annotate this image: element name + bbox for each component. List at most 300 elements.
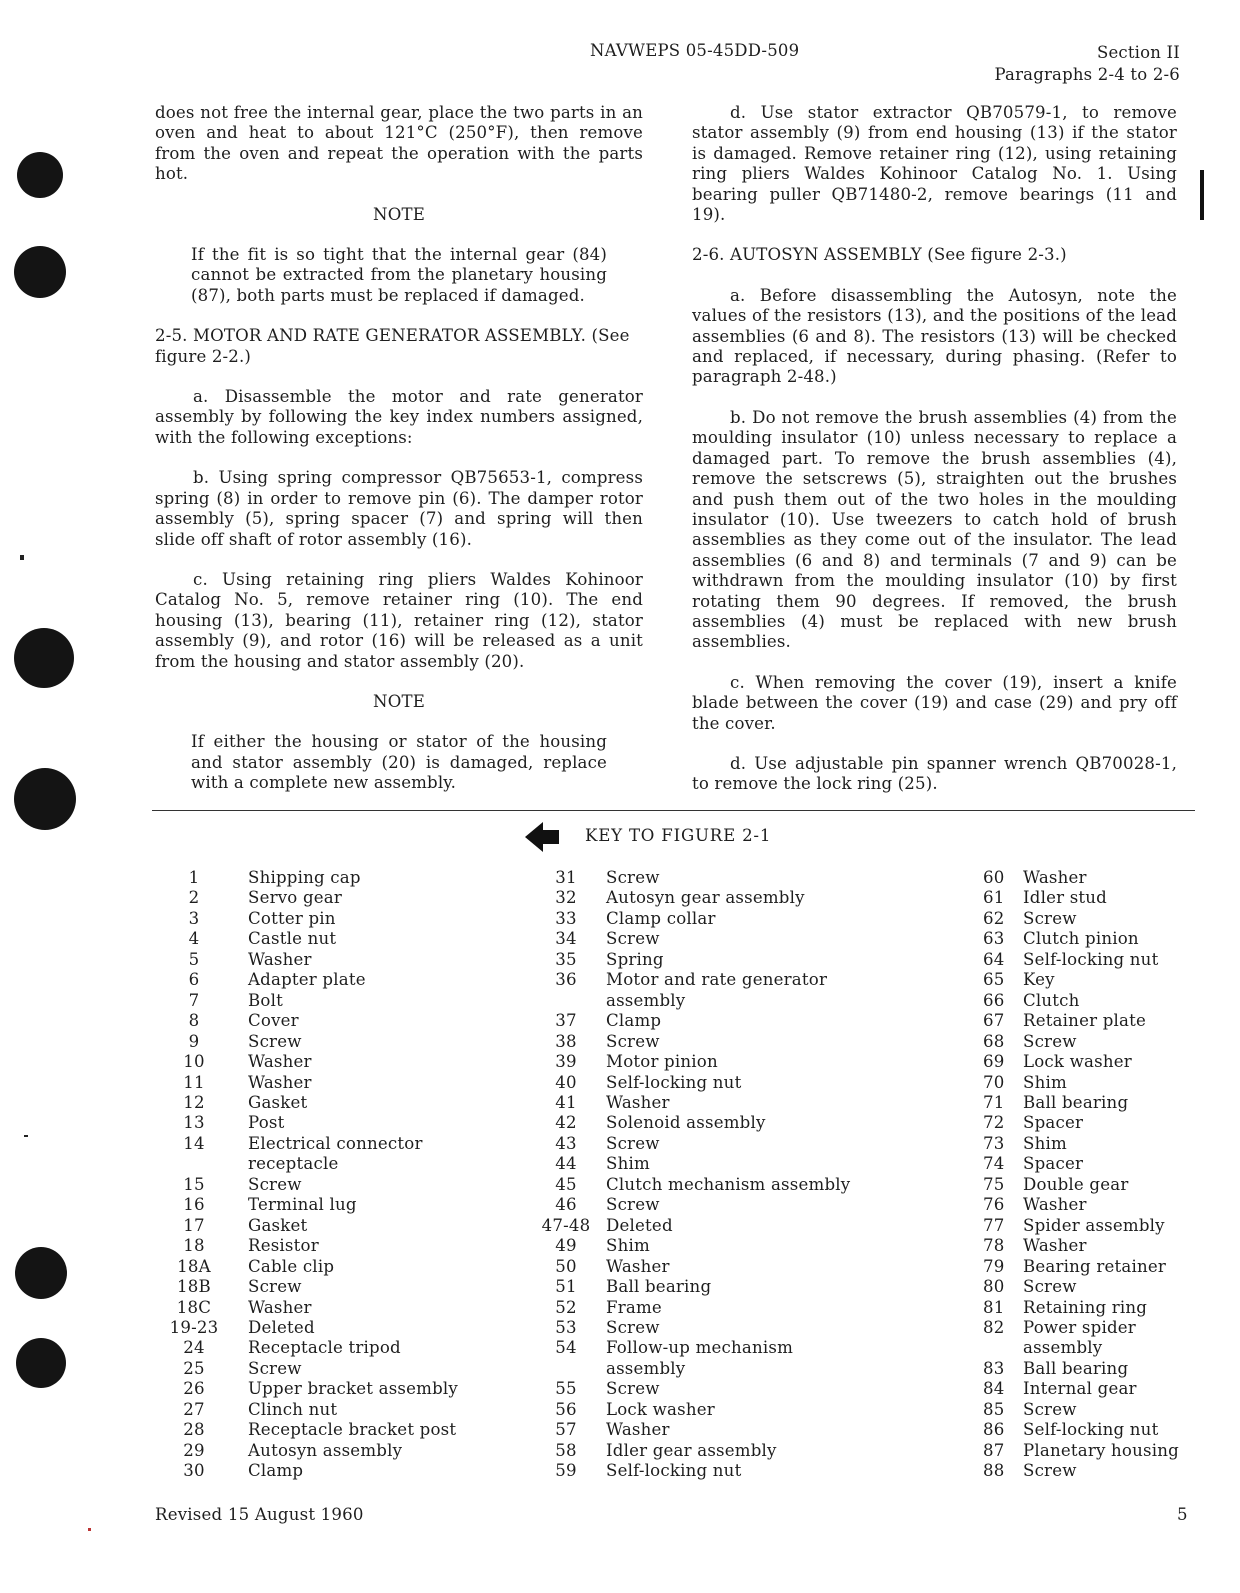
key-item (158, 1011, 498, 1031)
key-item (983, 1236, 1203, 1256)
key-item-number: 44 (555, 1154, 577, 1174)
key-item (536, 929, 896, 949)
key-item-number: 8 (188, 1011, 200, 1031)
key-item-description: Autosyn assembly (248, 1440, 403, 1460)
key-item-description: Ball bearing (606, 1277, 712, 1297)
key-item-description: Clamp collar (606, 908, 716, 928)
key-item-description: Shim (606, 1236, 650, 1256)
key-item-description: Washer (1023, 868, 1087, 887)
key-item (536, 1236, 896, 1256)
key-item-description: Screw (1023, 1277, 1077, 1297)
key-item-description: Shipping cap (248, 868, 361, 887)
key-item-number: 25 (183, 1358, 205, 1378)
paragraph-2-6-a: a. Before disassembling the Autosyn, note the values of the resistors (13), and the positions of the lead assemblies (6 and 8). The resistors (13) will be checked and replaced, if necessary, during phasing. (Refer to paragraph 2-48.) (692, 285, 1177, 387)
key-item-description: Gasket (248, 1092, 308, 1112)
key-item (158, 1073, 498, 1093)
key-item-number: 67 (983, 1011, 1005, 1031)
key-item (158, 1195, 498, 1215)
key-item (158, 1400, 498, 1420)
key-item (158, 1134, 498, 1154)
key-item (158, 868, 498, 888)
scan-speck-1 (20, 555, 24, 560)
key-item-description: Castle nut (248, 929, 337, 949)
key-item (983, 1441, 1203, 1461)
key-item (983, 970, 1203, 990)
key-item-description: Screw (1023, 1031, 1077, 1051)
key-item-number (158, 1154, 230, 1174)
key-item-number: 18 (183, 1236, 205, 1256)
key-item-description: Screw (248, 1358, 302, 1378)
key-item-number: 33 (555, 908, 577, 928)
key-item (983, 1359, 1203, 1379)
key-item-description: Ball bearing (1023, 1092, 1129, 1112)
key-item-description: Clamp (248, 1461, 304, 1481)
key-item-description: assembly (1023, 1338, 1103, 1358)
key-item-number: 60 (983, 868, 1005, 887)
key-item (536, 1195, 896, 1215)
key-item-description: assembly (606, 990, 686, 1010)
key-item-number: 17 (183, 1215, 205, 1235)
change-bar (1200, 170, 1204, 220)
key-item-number: 18C (176, 1297, 212, 1317)
key-item (983, 888, 1203, 908)
key-item-description: Screw (248, 1277, 302, 1297)
key-item-description: Shim (1023, 1072, 1067, 1092)
key-item (983, 1011, 1203, 1031)
key-item-number: 18A (177, 1256, 211, 1276)
key-item (536, 991, 896, 1011)
key-item (536, 1379, 896, 1399)
key-item-number: 41 (555, 1092, 577, 1112)
key-item (158, 1236, 498, 1256)
key-item-description: Motor and rate generator (606, 970, 828, 990)
key-item (536, 1318, 896, 1338)
key-item-description: Key (1023, 970, 1055, 990)
key-item (983, 868, 1203, 888)
key-item-description: Electrical connector (248, 1133, 423, 1153)
binder-hole-5 (15, 1247, 67, 1299)
key-item-number: 55 (555, 1379, 577, 1399)
key-item-description: Screw (606, 1031, 660, 1051)
key-item-number: 88 (983, 1461, 1005, 1481)
key-item-number: 68 (983, 1031, 1005, 1051)
key-item (536, 1032, 896, 1052)
key-item-number: 34 (555, 929, 577, 949)
key-item (536, 1441, 896, 1461)
key-item (158, 1113, 498, 1133)
key-item (158, 1277, 498, 1297)
key-item-number: 71 (983, 1092, 1005, 1112)
key-item (158, 1318, 498, 1338)
key-item-description: Washer (248, 949, 312, 969)
key-item-description: Self-locking nut (606, 1461, 742, 1481)
key-item-number: 37 (555, 1011, 577, 1031)
key-item-number: 11 (183, 1072, 205, 1092)
paragraph-2-6-c: c. When removing the cover (19), insert a knife blade between the cover (19) and case (29) and pry off the cover. (692, 672, 1177, 733)
key-item-description: Screw (1023, 1399, 1077, 1419)
key-item (536, 1298, 896, 1318)
key-item (983, 950, 1203, 970)
key-item (158, 1154, 498, 1174)
key-item-number: 62 (983, 908, 1005, 928)
key-item-description: Self-locking nut (1023, 949, 1159, 969)
key-item (983, 909, 1203, 929)
section-divider (152, 810, 1195, 811)
key-item-number: 54 (555, 1338, 577, 1358)
key-item (536, 1113, 896, 1133)
key-item-description: Retaining ring (1023, 1297, 1148, 1317)
key-item (983, 991, 1203, 1011)
key-item (983, 1073, 1203, 1093)
key-item (983, 1175, 1203, 1195)
paragraph-range: Paragraphs 2-4 to 2-6 (994, 65, 1180, 84)
key-item-number: 58 (555, 1440, 577, 1460)
note-title: NOTE (373, 204, 425, 224)
key-item (158, 1420, 498, 1440)
key-item-description: Self-locking nut (606, 1072, 742, 1092)
key-item-description: Screw (606, 929, 660, 949)
key-item-description: Gasket (248, 1215, 308, 1235)
key-item-number: 84 (983, 1379, 1005, 1399)
key-item-description: Adapter plate (248, 970, 366, 990)
key-item (983, 1338, 1203, 1358)
key-item-description: Power spider (1023, 1317, 1136, 1337)
key-item-description: Screw (606, 868, 660, 887)
key-item (983, 1154, 1203, 1174)
key-item (158, 1461, 498, 1481)
key-item-description: Clinch nut (248, 1399, 338, 1419)
key-item-number: 1 (188, 868, 200, 887)
key-item-number: 40 (555, 1072, 577, 1092)
key-item (158, 991, 498, 1011)
key-item-description: Screw (248, 1174, 302, 1194)
key-item-description: Cable clip (248, 1256, 335, 1276)
key-item-number: 85 (983, 1399, 1005, 1419)
key-item-description: Servo gear (248, 888, 343, 908)
paragraph-2-5-a: a. Disassemble the motor and rate generator assembly by following the key index numbers assigned, with the following exceptions: (155, 387, 643, 447)
key-item (536, 1359, 896, 1379)
key-item-description: Cover (248, 1011, 299, 1031)
key-item-number: 32 (555, 888, 577, 908)
key-item-description: Spacer (1023, 1113, 1084, 1133)
key-item (158, 1052, 498, 1072)
key-item (536, 1420, 896, 1440)
key-item-description: Bolt (248, 990, 283, 1010)
paragraph-2-5-d: d. Use stator extractor QB70579-1, to remove stator assembly (9) from end housing (13) if the stator is damaged. Remove retainer ring (12), using retaining ring pliers Waldes Kohinoor Catalog No. 1. Using bearing puller QB71480-2, remove bearings (11 and 19). (692, 103, 1177, 225)
key-item-number: 82 (983, 1317, 1005, 1337)
key-item-number: 46 (555, 1195, 577, 1215)
key-item-description: Idler gear assembly (606, 1440, 777, 1460)
key-item-description: Screw (606, 1133, 660, 1153)
key-item-number: 77 (983, 1215, 1005, 1235)
key-item-description: Spider assembly (1023, 1215, 1165, 1235)
key-item (536, 1461, 896, 1481)
key-item-description: Receptacle bracket post (248, 1420, 457, 1440)
key-item-number: 73 (983, 1133, 1005, 1153)
key-item (983, 1093, 1203, 1113)
key-item-description: Lock washer (606, 1399, 715, 1419)
key-item-description: Retainer plate (1023, 1011, 1147, 1031)
key-item (158, 1298, 498, 1318)
key-item (536, 888, 896, 908)
key-item (536, 1052, 896, 1072)
note-body: If the fit is so tight that the internal gear (84) cannot be extracted from the planetary housing (87), both parts must be replaced if damaged. (191, 245, 607, 305)
key-item-number: 38 (555, 1031, 577, 1051)
key-item (536, 1011, 896, 1031)
key-item-number: 80 (983, 1277, 1005, 1297)
key-item-description: Screw (606, 1379, 660, 1399)
key-item-number: 19-23 (169, 1317, 219, 1337)
key-item (536, 970, 896, 990)
key-item-number: 79 (983, 1256, 1005, 1276)
key-item-description: Clutch mechanism assembly (606, 1174, 851, 1194)
key-item-description: Bearing retainer (1023, 1256, 1166, 1276)
key-item (983, 1461, 1203, 1481)
key-item-description: Self-locking nut (1023, 1420, 1159, 1440)
key-item (536, 1400, 896, 1420)
key-item-number: 57 (555, 1420, 577, 1440)
page-number: 5 (1177, 1505, 1188, 1524)
binder-hole-4 (14, 768, 76, 830)
key-item (158, 909, 498, 929)
key-item-description: Spring (606, 949, 664, 969)
key-item-description: assembly (606, 1358, 686, 1378)
key-item-number: 49 (555, 1236, 577, 1256)
key-item-description: Screw (1023, 908, 1077, 928)
key-item-description: Washer (248, 1052, 312, 1072)
key-item-number: 31 (555, 868, 577, 887)
key-item-description: Deleted (606, 1215, 673, 1235)
key-item-number: 29 (183, 1440, 205, 1460)
section-heading-2-5: 2-5. MOTOR AND RATE GENERATOR ASSEMBLY. (See figure 2-2.) (155, 326, 630, 366)
key-item-number: 9 (188, 1031, 200, 1051)
key-item (983, 1420, 1203, 1440)
key-item (158, 1359, 498, 1379)
key-item-description: Shim (606, 1154, 650, 1174)
key-item-number: 27 (183, 1399, 205, 1419)
key-item (983, 1134, 1203, 1154)
section-label: Section II (1096, 43, 1180, 62)
key-item-number: 10 (183, 1052, 205, 1072)
key-item-number: 12 (183, 1092, 205, 1112)
key-item-number: 3 (188, 908, 200, 928)
key-item (158, 1175, 498, 1195)
paragraph-2-5-c: c. Using retaining ring pliers Waldes Kohinoor Catalog No. 5, remove retainer ring (10). The end housing (13), bearing (11), retainer ring (12), stator assembly (9), and rotor (16) will be released as a unit from the housing and stator assembly (20). (155, 569, 643, 671)
key-item-description: Washer (1023, 1195, 1087, 1215)
key-item-number: 83 (983, 1358, 1005, 1378)
key-item-description: Lock washer (1023, 1052, 1132, 1072)
key-item-number: 72 (983, 1113, 1005, 1133)
binder-hole-2 (14, 246, 66, 298)
paragraph-2-6-d: d. Use adjustable pin spanner wrench QB70028-1, to remove the lock ring (25). (692, 753, 1177, 794)
key-item-number: 50 (555, 1256, 577, 1276)
key-item-number: 36 (555, 970, 577, 990)
key-item-number: 42 (555, 1113, 577, 1133)
key-item-number: 35 (555, 949, 577, 969)
key-item-description: Clamp (606, 1011, 662, 1031)
key-item-description: Screw (606, 1195, 660, 1215)
key-item-description: Terminal lug (248, 1195, 357, 1215)
revision-date: Revised 15 August 1960 (155, 1505, 364, 1524)
key-item (158, 888, 498, 908)
key-item-description: Planetary housing (1023, 1440, 1179, 1460)
key-column-3 (983, 868, 1203, 1482)
key-item-description: Screw (1023, 1461, 1077, 1481)
key-item-number: 2 (188, 888, 200, 908)
key-item-number: 66 (983, 990, 1005, 1010)
key-item (536, 1093, 896, 1113)
key-item-number: 78 (983, 1236, 1005, 1256)
key-item (983, 1195, 1203, 1215)
paragraph-continuation: does not free the internal gear, place the two parts in an oven and heat to about 121°C (250°F), then remove from the oven and repeat the operation with the parts hot. (155, 103, 643, 184)
key-item-number: 13 (183, 1113, 205, 1133)
key-item-number: 69 (983, 1052, 1005, 1072)
document-number: NAVWEPS 05-45DD-509 (590, 41, 800, 60)
binder-hole-1 (17, 152, 63, 198)
key-item-number: 24 (183, 1338, 205, 1358)
key-item (983, 1216, 1203, 1236)
key-item (983, 929, 1203, 949)
key-item-description: Resistor (248, 1236, 319, 1256)
binder-hole-6 (16, 1338, 66, 1388)
key-item-number: 18B (177, 1277, 211, 1297)
key-item (983, 1379, 1203, 1399)
key-item-number: 75 (983, 1174, 1005, 1194)
key-item-description: Ball bearing (1023, 1358, 1129, 1378)
key-item-description: Frame (606, 1297, 662, 1317)
key-item-number: 14 (183, 1133, 205, 1153)
paragraph-2-5-b: b. Using spring compressor QB75653-1, compress spring (8) in order to remove pin (6). The damper rotor assembly (5), spring spacer (7) and spring will then slide off shaft of rotor assembly (16). (155, 468, 643, 549)
key-item-description: Clutch (1023, 990, 1080, 1010)
scan-speck-3 (88, 1528, 91, 1531)
key-item-description: Washer (1023, 1236, 1087, 1256)
key-item-number: 63 (983, 929, 1005, 949)
key-item (158, 1093, 498, 1113)
key-item-number: 59 (555, 1461, 577, 1481)
key-item (536, 1134, 896, 1154)
key-item (983, 1277, 1203, 1297)
key-item (536, 1073, 896, 1093)
key-item (983, 1032, 1203, 1052)
key-item-description: Washer (606, 1420, 670, 1440)
key-item-number: 86 (983, 1420, 1005, 1440)
key-item (536, 909, 896, 929)
key-item (536, 950, 896, 970)
key-item (158, 1338, 498, 1358)
key-item-number: 70 (983, 1072, 1005, 1092)
key-item (158, 950, 498, 970)
key-item-number: 7 (188, 990, 200, 1010)
key-item (158, 1441, 498, 1461)
key-item-number: 61 (983, 888, 1005, 908)
paragraph-2-6-b: b. Do not remove the brush assemblies (4) from the moulding insulator (10) unless necessary to replace a damaged part. To remove the brush assemblies (4), remove the setscrews (5), straighten out the brushes and push them out of the two holes in the moulding insulator (10). Use tweezers to catch hold of brush assemblies as they come out of the insulator. The lead assemblies (6 and 8) and terminals (7 and 9) can be withdrawn from the moulding insulator (10) by first rotating them 90 degrees. If removed, the brush assemblies (4) must be replaced with new brush assemblies. (692, 407, 1177, 652)
key-item-description: Internal gear (1023, 1379, 1137, 1399)
key-item-number: 45 (555, 1174, 577, 1194)
key-item (536, 1257, 896, 1277)
key-item (536, 1216, 896, 1236)
key-item-number (536, 991, 596, 1011)
key-item (536, 868, 896, 888)
key-item-description: Follow-up mechanism (606, 1338, 794, 1358)
key-item (158, 1257, 498, 1277)
key-item-number: 26 (183, 1379, 205, 1399)
key-item (158, 970, 498, 990)
key-item-number: 28 (183, 1420, 205, 1440)
key-item-number: 74 (983, 1154, 1005, 1174)
key-item-number: 64 (983, 949, 1005, 969)
key-item-number: 4 (188, 929, 200, 949)
binder-hole-3 (14, 628, 74, 688)
key-item-number: 52 (555, 1297, 577, 1317)
key-item-number: 87 (983, 1440, 1005, 1460)
key-item-description: Deleted (248, 1317, 315, 1337)
key-title: KEY TO FIGURE 2-1 (585, 826, 772, 845)
key-item (158, 1379, 498, 1399)
key-item-description: Cotter pin (248, 908, 336, 928)
key-item-number: 65 (983, 970, 1005, 990)
key-item-description: Washer (248, 1297, 312, 1317)
key-item-description: Washer (248, 1072, 312, 1092)
key-item-description: Upper bracket assembly (248, 1379, 458, 1399)
section-heading-2-6: 2-6. AUTOSYN ASSEMBLY (See figure 2-3.) (692, 245, 1067, 265)
key-column-2 (536, 868, 896, 1482)
key-item-number: 81 (983, 1297, 1005, 1317)
key-item (983, 1257, 1203, 1277)
left-column (155, 103, 643, 814)
key-item-description: Receptacle tripod (248, 1338, 401, 1358)
key-item-description: Washer (606, 1092, 670, 1112)
key-item (983, 1298, 1203, 1318)
key-item-description: Autosyn gear assembly (606, 888, 805, 908)
left-arrow-icon (525, 822, 559, 852)
note-title: NOTE (373, 691, 425, 711)
key-item-description: Double gear (1023, 1174, 1129, 1194)
key-item (536, 1338, 896, 1358)
key-item (983, 1400, 1203, 1420)
key-item (158, 929, 498, 949)
key-item (983, 1052, 1203, 1072)
key-item-description: Screw (606, 1317, 660, 1337)
key-item (983, 1113, 1203, 1133)
key-item-number: 30 (183, 1461, 205, 1481)
key-item-number: 39 (555, 1052, 577, 1072)
key-item-description: Shim (1023, 1133, 1067, 1153)
scan-speck-2 (24, 1135, 28, 1137)
key-item-description: Washer (606, 1256, 670, 1276)
key-item-number: 47-48 (541, 1215, 591, 1235)
key-item (536, 1277, 896, 1297)
key-item-number (983, 1338, 1023, 1358)
key-item-number: 16 (183, 1195, 205, 1215)
key-item-number: 53 (555, 1317, 577, 1337)
right-column (692, 103, 1177, 815)
key-item (983, 1318, 1203, 1338)
key-item (158, 1032, 498, 1052)
key-item-number: 56 (555, 1399, 577, 1419)
key-item-description: Idler stud (1023, 888, 1108, 908)
key-item-description: Post (248, 1113, 285, 1133)
key-column-1 (158, 868, 498, 1482)
key-item-description: Clutch pinion (1023, 929, 1139, 949)
key-item-number: 76 (983, 1195, 1005, 1215)
key-item-description: receptacle (248, 1154, 339, 1174)
note-body: If either the housing or stator of the housing and stator assembly (20) is damaged, replace with a complete new assembly. (191, 732, 607, 793)
key-item (158, 1216, 498, 1236)
key-item-description: Solenoid assembly (606, 1113, 766, 1133)
key-item (536, 1175, 896, 1195)
key-item-number: 5 (188, 949, 200, 969)
key-item-number: 51 (555, 1277, 577, 1297)
